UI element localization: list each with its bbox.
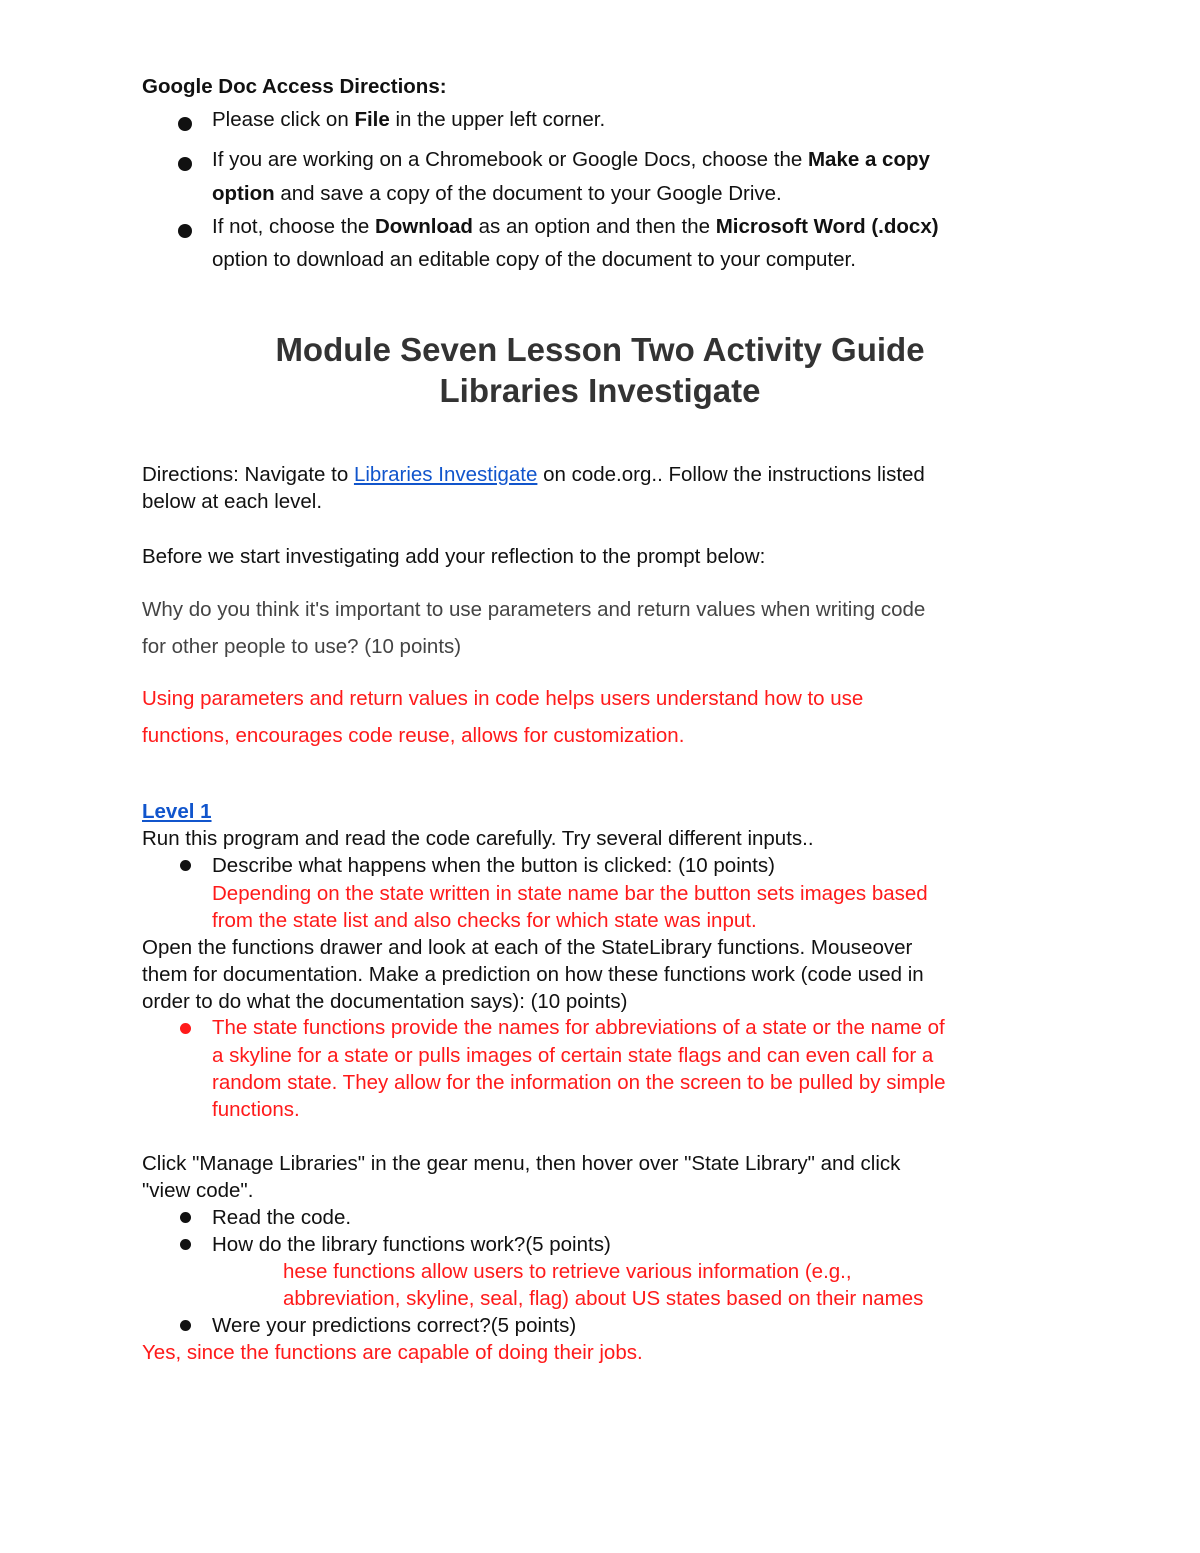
- level-1-question-4: Were your predictions correct?(5 points): [212, 1314, 577, 1337]
- access-bullet-2: If you are working on a Chromebook or Google Docs, choose the Make a copy: [212, 148, 930, 171]
- level-1-answer-3-line-2: abbreviation, skyline, seal, flag) about US states based on their names: [283, 1287, 924, 1310]
- bullet-icon: [180, 1023, 191, 1034]
- manage-libraries-line-1: Click "Manage Libraries" in the gear menu, then hover over "State Library" and click: [142, 1152, 901, 1175]
- libraries-investigate-link[interactable]: Libraries Investigate: [353, 463, 538, 486]
- level-1-answer-2-line-4: functions.: [212, 1098, 300, 1121]
- access-title: Google Doc Access Directions:: [142, 75, 447, 98]
- level-1-answer-2-line-1: The state functions provide the names for abbreviations of a state or the name of: [212, 1016, 945, 1039]
- bullet-icon: [178, 224, 192, 238]
- level-1-answer-4: Yes, since the functions are capable of doing their jobs.: [142, 1341, 643, 1364]
- level-1-answer-2-line-2: a skyline for a state or pulls images of certain state flags and can even call for a: [212, 1044, 934, 1067]
- access-bullet-3: If not, choose the Download as an option and then the Microsoft Word (.docx): [212, 215, 939, 238]
- level-1-intro: Run this program and read the code carefully. Try several different inputs..: [142, 827, 814, 850]
- read-code-item: Read the code.: [212, 1206, 352, 1229]
- level-1-answer-1-line-1: Depending on the state written in state name bar the button sets images based: [212, 882, 928, 905]
- manage-libraries-line-2: "view code".: [142, 1179, 254, 1202]
- level-1-question-1: Describe what happens when the button is clicked: (10 points): [212, 854, 775, 877]
- directions-line-1: Directions: Navigate to Libraries Investigate on code.org.. Follow the instructions listed: [142, 463, 925, 486]
- page-subtitle: Libraries Investigate: [439, 372, 761, 409]
- bullet-icon: [180, 860, 191, 871]
- before-text: Before we start investigating add your reflection to the prompt below:: [142, 545, 766, 568]
- answer-1-line-1: Using parameters and return values in code helps users understand how to use: [142, 687, 864, 710]
- access-bullet-2-cont: option and save a copy of the document to your Google Drive.: [212, 182, 782, 205]
- directions-line-2: below at each level.: [142, 490, 323, 513]
- functions-line-3: order to do what the documentation says): (10 points): [142, 990, 628, 1013]
- access-bullet-3-cont: option to download an editable copy of the document to your computer.: [212, 248, 856, 271]
- prompt-line-2: for other people to use? (10 points): [142, 635, 462, 658]
- functions-line-2: them for documentation. Make a prediction on how these functions work (code used in: [142, 963, 924, 986]
- level-1-heading[interactable]: Level 1: [142, 800, 212, 823]
- prompt-line-1: Why do you think it's important to use parameters and return values when writing code: [142, 598, 926, 621]
- level-1-answer-3-line-1: hese functions allow users to retrieve various information (e.g.,: [283, 1260, 852, 1283]
- bullet-icon: [178, 157, 192, 171]
- level-1-answer-2-line-3: random state. They allow for the information on the screen to be pulled by simple: [212, 1071, 946, 1094]
- bullet-icon: [178, 117, 192, 131]
- bullet-icon: [180, 1239, 191, 1250]
- level-1-answer-1-line-2: from the state list and also checks for which state was input.: [212, 909, 757, 932]
- level-1-question-3: How do the library functions work?(5 points): [212, 1233, 611, 1256]
- answer-1-line-2: functions, encourages code reuse, allows for customization.: [142, 724, 685, 747]
- bullet-icon: [180, 1320, 191, 1331]
- functions-line-1: Open the functions drawer and look at each of the StateLibrary functions. Mouseover: [142, 936, 913, 959]
- page-title: Module Seven Lesson Two Activity Guide: [275, 331, 925, 368]
- bullet-icon: [180, 1212, 191, 1223]
- access-bullet-1: Please click on File in the upper left corner.: [212, 108, 606, 131]
